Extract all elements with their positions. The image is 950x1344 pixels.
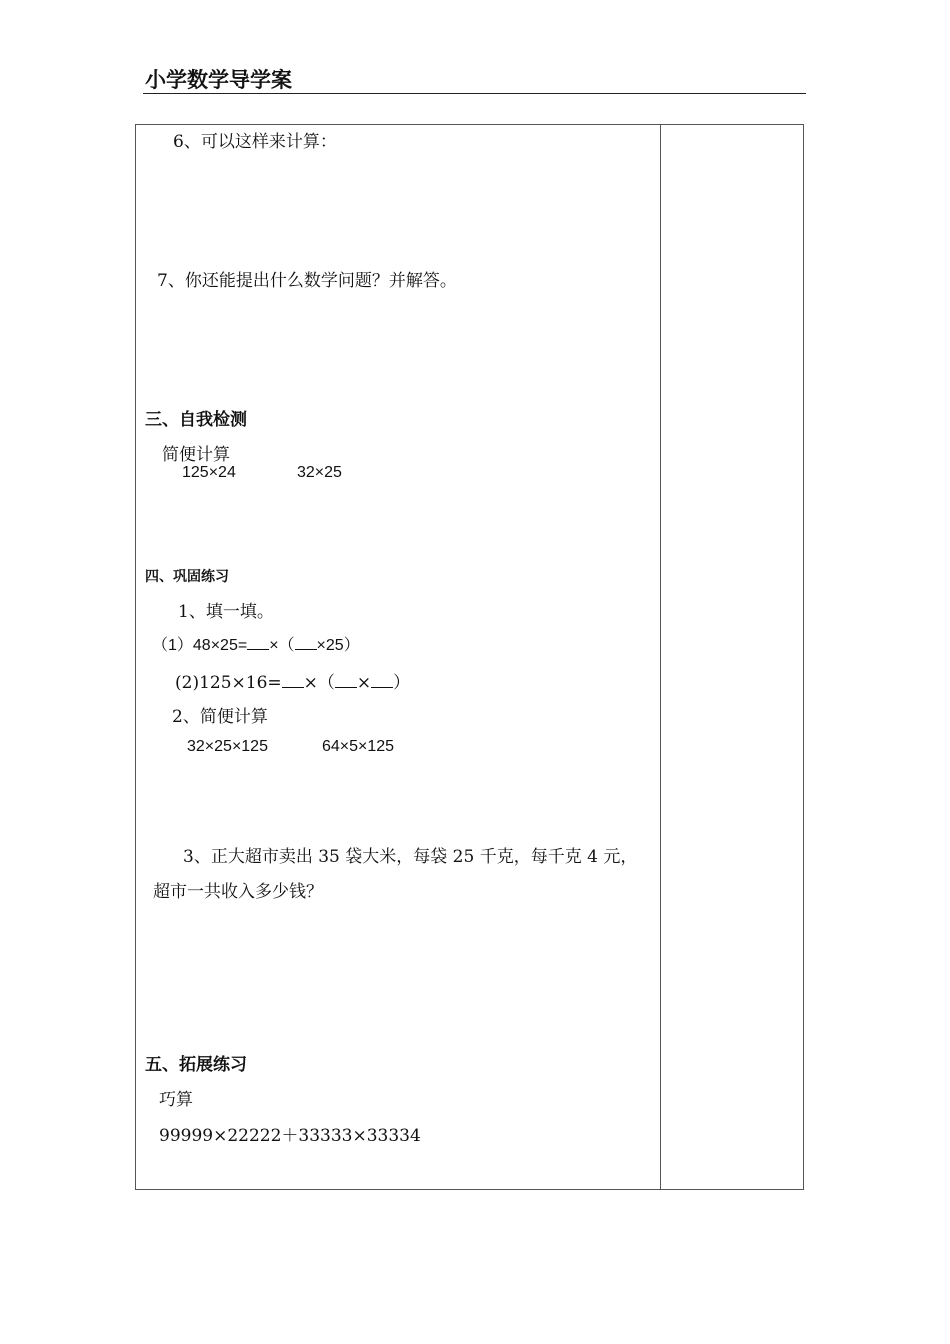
- section-4-title: 四、巩固练习: [145, 569, 229, 585]
- fill-blank-1-end: ×25）: [316, 637, 360, 654]
- page-title: 小学数学导学案: [145, 68, 292, 92]
- section-3-subtitle: 简便计算: [162, 445, 230, 465]
- section-3-expr-2: 32×25: [297, 464, 342, 481]
- fill-blank-2-end: ）: [393, 673, 411, 693]
- item-6: 6、可以这样来计算：: [173, 132, 337, 152]
- blank: [335, 673, 357, 688]
- section-5-subtitle: 巧算: [159, 1090, 193, 1110]
- item-7: 7、你还能提出什么数学问题？并解答。: [157, 271, 457, 291]
- fill-blank-2-mid2: ×: [356, 673, 372, 693]
- section-5-title: 五、拓展练习: [145, 1055, 247, 1075]
- fill-blank-1: [152, 632, 360, 655]
- fill-blank-1-prefix: （1）48×25=: [152, 637, 248, 654]
- section-4-q2-expr-2: 64×5×125: [322, 738, 395, 755]
- fill-blank-2-prefix: (2)125×16=: [175, 673, 282, 693]
- section-4-q1: 1、填一填。: [178, 602, 274, 622]
- header-rule: [143, 93, 806, 94]
- section-3-expr-1: 125×24: [182, 464, 236, 481]
- notes-column-divider: [660, 124, 661, 1190]
- section-4-q3-line-1: 3、正大超市卖出 35 袋大米，每袋 25 千克，每千克 4 元，: [183, 847, 638, 867]
- blank: [247, 635, 269, 650]
- blank: [371, 673, 393, 688]
- section-5-expr: 99999×22222＋33333×33334: [159, 1126, 421, 1146]
- fill-blank-2: [175, 668, 410, 693]
- blank: [282, 673, 304, 688]
- blank: [295, 635, 317, 650]
- fill-blank-1-mid: ×（: [269, 637, 295, 654]
- section-3-title: 三、自我检测: [145, 410, 247, 430]
- section-4-q2: 2、简便计算: [172, 707, 268, 727]
- section-4-q2-expr-1: 32×25×125: [187, 738, 268, 755]
- section-4-q3-line-2: 超市一共收入多少钱？: [153, 882, 323, 902]
- fill-blank-2-mid: ×（: [303, 673, 335, 693]
